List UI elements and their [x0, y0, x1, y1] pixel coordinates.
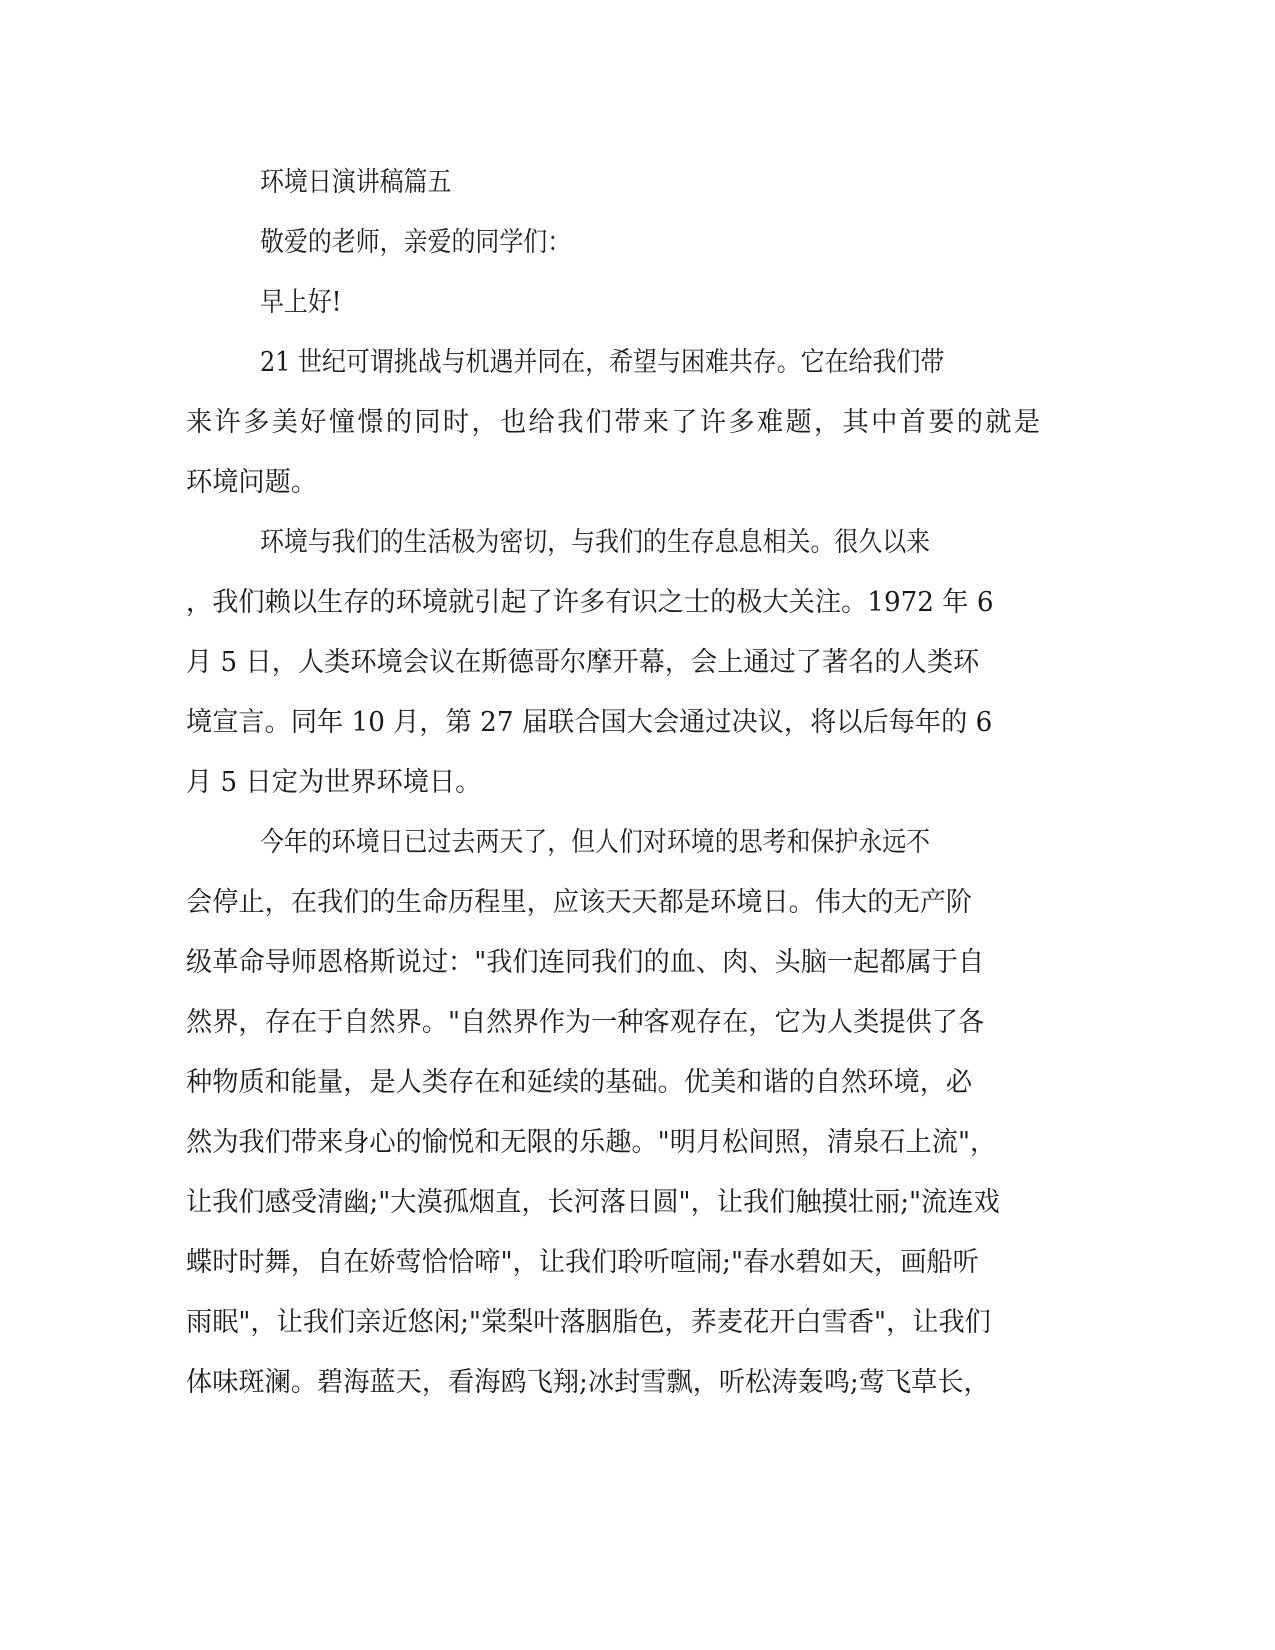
greeting: 早上好!	[260, 287, 342, 318]
paragraph-3-line-3: 级革命导师恩格斯说过："我们连同我们的血、肉、头脑一起都属于自	[186, 947, 985, 978]
paragraph-3-line-1: 今年的环境日已过去两天了，但人们对环境的思考和保护永远不	[260, 827, 931, 858]
paragraph-2-line-3: 月 5 日，人类环境会议在斯德哥尔摩开幕，会上通过了著名的人类环	[186, 647, 980, 678]
document-title: 环境日演讲稿篇五	[260, 167, 452, 198]
paragraph-1-line-2: 来许多美好憧憬的同时，也给我们带来了许多难题，其中首要的就是	[186, 407, 1041, 438]
paragraph-3-line-7: 让我们感受清幽;"大漠孤烟直，长河落日圆"，让我们触摸壮丽;"流连戏	[186, 1187, 1000, 1218]
paragraph-3-line-10: 体味斑澜。碧海蓝天，看海鸥飞翔;冰封雪飘，听松涛轰鸣;莺飞草长，	[186, 1367, 990, 1398]
paragraph-3-line-8: 蝶时时舞，自在娇莺恰恰啼"，让我们聆听喧闹;"春水碧如天，画船听	[186, 1247, 979, 1278]
paragraph-2-line-1: 环境与我们的生活极为密切，与我们的生存息息相关。很久以来	[260, 527, 931, 558]
paragraph-1-line-3: 环境问题。	[186, 467, 318, 498]
paragraph-3-line-6: 然为我们带来身心的愉悦和无限的乐趣。"明月松间照，清泉石上流"，	[186, 1127, 997, 1158]
paragraph-3-line-2: 会停止，在我们的生命历程里，应该天天都是环境日。伟大的无产阶	[186, 887, 973, 918]
salutation: 敬爱的老师，亲爱的同学们：	[260, 227, 572, 258]
paragraph-3-line-5: 种物质和能量，是人类存在和延续的基础。优美和谐的自然环境，必	[186, 1067, 973, 1098]
paragraph-2-line-5: 月 5 日定为世界环境日。	[186, 767, 482, 798]
paragraph-3-line-9: 雨眠"，让我们亲近悠闲;"棠梨叶落胭脂色，荞麦花开白雪香"，让我们	[186, 1307, 991, 1338]
paragraph-2-line-2: ，我们赖以生存的环境就引起了许多有识之士的极大关注。1972 年 6	[186, 587, 994, 618]
paragraph-1-line-1: 21 世纪可谓挑战与机遇并同在，希望与困难共存。它在给我们带	[260, 347, 945, 378]
paragraph-3-line-4: 然界，存在于自然界。"自然界作为一种客观存在，它为人类提供了各	[186, 1007, 985, 1038]
paragraph-2-line-4: 境宣言。同年 10 月，第 27 届联合国大会通过决议，将以后每年的 6	[186, 707, 993, 738]
